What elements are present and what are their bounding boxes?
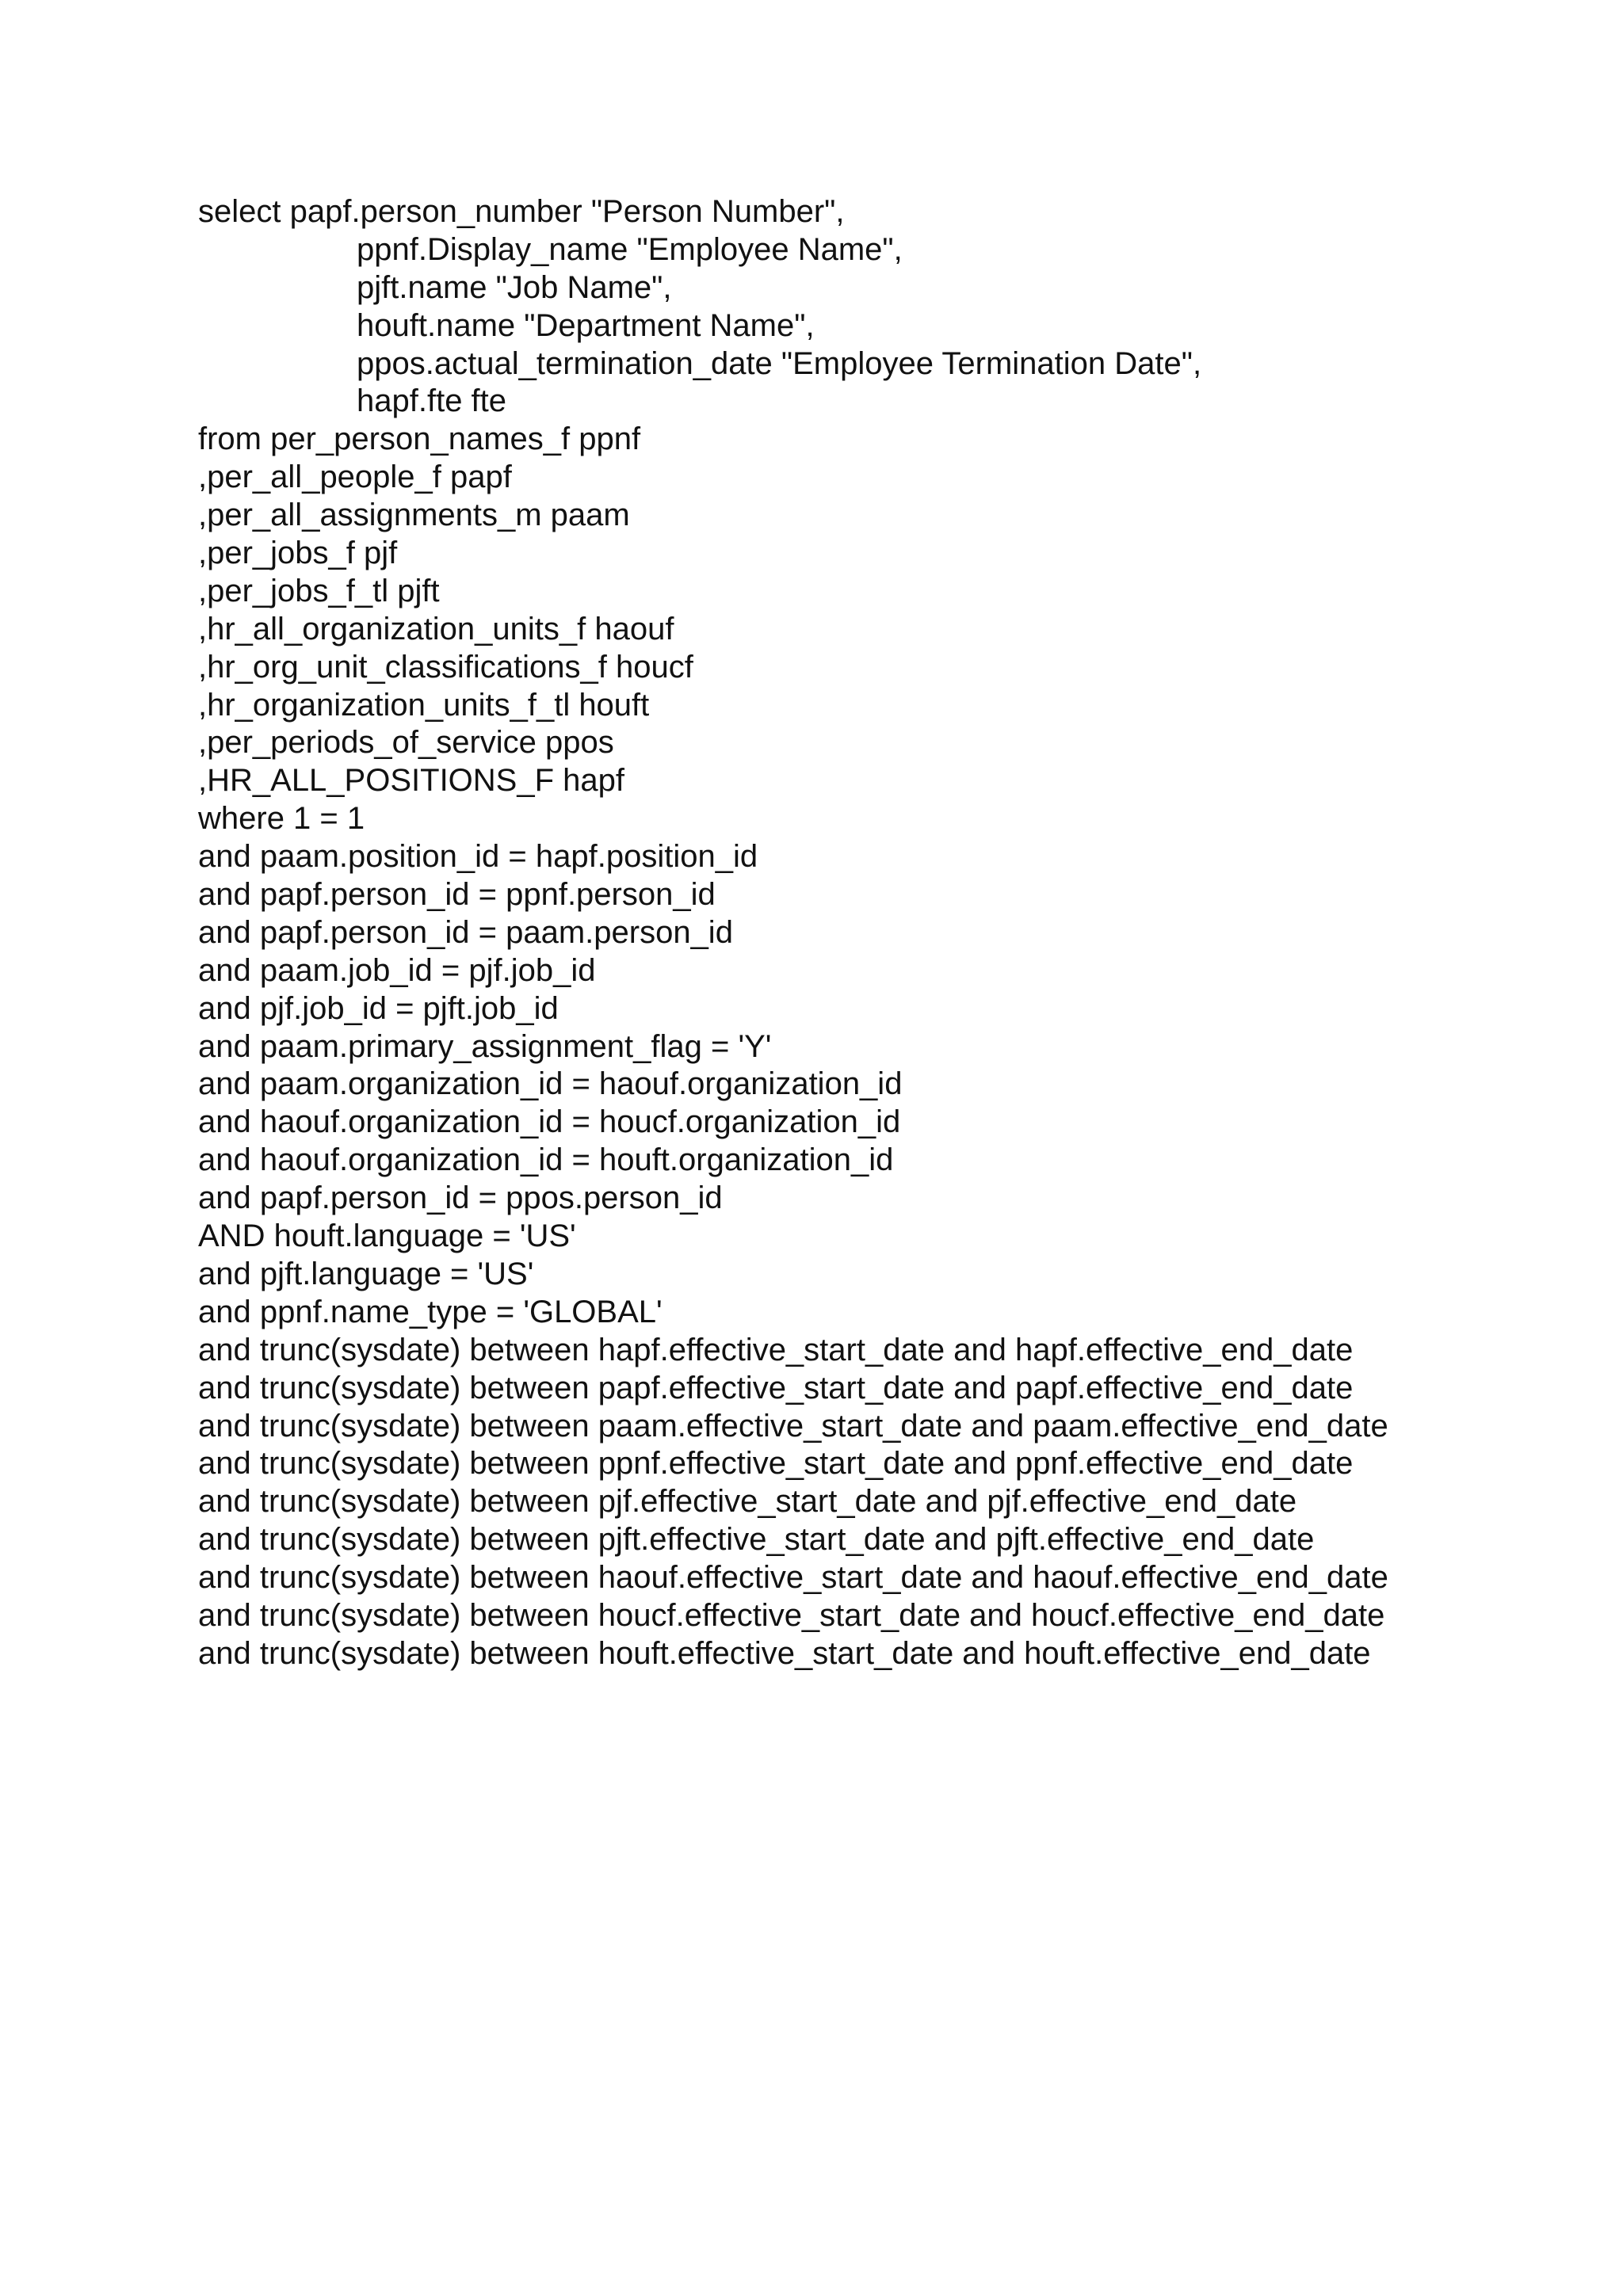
where-condition-line: and trunc(sysdate) between hapf.effective_start_date and hapf.effective_end_date: [198, 1332, 1354, 1367]
from-table-line: ,per_all_assignments_m paam: [198, 498, 630, 533]
where-condition-line: and trunc(sysdate) between houcf.effective_start_date and houcf.effective_end_date: [198, 1597, 1385, 1633]
from-table-line: ,hr_organization_units_f_tl houft: [198, 687, 650, 723]
from-table-line: ,per_jobs_f_tl pjft: [198, 573, 440, 608]
from-table-line: ,per_all_people_f papf: [198, 460, 512, 495]
where-condition-line: and pjf.job_id = pjft.job_id: [198, 990, 559, 1026]
from-table-line: ,HR_ALL_POSITIONS_F hapf: [198, 763, 625, 799]
where-condition-line: and trunc(sysdate) between houft.effective_start_date and houft.effective_end_date: [198, 1635, 1371, 1671]
where-condition-line: and haouf.organization_id = houcf.organization_id: [198, 1104, 901, 1140]
where-clause-line: where 1 = 1: [198, 801, 365, 837]
from-clause-line: from per_person_names_f ppnf: [198, 421, 641, 457]
where-condition-line: and trunc(sysdate) between pjf.effective_start_date and pjf.effective_end_date: [198, 1484, 1297, 1520]
from-table-line: ,hr_org_unit_classifications_f houcf: [198, 649, 693, 685]
from-table-line: ,hr_all_organization_units_f haouf: [198, 611, 674, 646]
where-condition-line: and trunc(sysdate) between ppnf.effective_start_date and ppnf.effective_end_date: [198, 1446, 1354, 1482]
where-condition-line: and papf.person_id = paam.person_id: [198, 914, 733, 950]
where-condition-line: and trunc(sysdate) between papf.effective_start_date and papf.effective_end_date: [198, 1370, 1354, 1405]
select-clause-line: select papf.person_number "Person Number",: [198, 194, 845, 229]
where-condition-line: AND houft.language = 'US': [198, 1219, 576, 1254]
where-condition-line: and paam.primary_assignment_flag = 'Y': [198, 1028, 772, 1064]
select-column-line: hapf.fte fte: [357, 383, 507, 419]
where-condition-line: and paam.organization_id = haouf.organization_id: [198, 1066, 903, 1102]
sql-query-text: [198, 193, 1609, 1673]
where-condition-line: and ppnf.name_type = 'GLOBAL': [198, 1294, 663, 1329]
where-condition-line: and papf.person_id = ppos.person_id: [198, 1180, 723, 1216]
select-column-line: pjft.name "Job Name",: [357, 269, 672, 305]
where-condition-line: and pjft.language = 'US': [198, 1256, 534, 1291]
select-column-line: ppos.actual_termination_date "Employee Termination Date",: [357, 345, 1202, 381]
where-condition-line: and haouf.organization_id = houft.organization_id: [198, 1142, 894, 1178]
where-condition-line: and trunc(sysdate) between haouf.effective_start_date and haouf.effective_end_date: [198, 1560, 1388, 1596]
where-condition-line: and trunc(sysdate) between paam.effective_start_date and paam.effective_end_date: [198, 1408, 1388, 1444]
where-condition-line: and paam.job_id = pjf.job_id: [198, 952, 596, 988]
select-column-line: houft.name "Department Name",: [357, 307, 815, 343]
select-column-line: ppnf.Display_name "Employee Name",: [357, 231, 903, 267]
where-condition-line: and trunc(sysdate) between pjft.effective_start_date and pjft.effective_end_date: [198, 1522, 1315, 1558]
where-condition-line: and paam.position_id = hapf.position_id: [198, 839, 758, 875]
where-condition-line: and papf.person_id = ppnf.person_id: [198, 877, 716, 913]
from-table-line: ,per_jobs_f pjf: [198, 536, 398, 571]
from-table-line: ,per_periods_of_service ppos: [198, 725, 614, 761]
